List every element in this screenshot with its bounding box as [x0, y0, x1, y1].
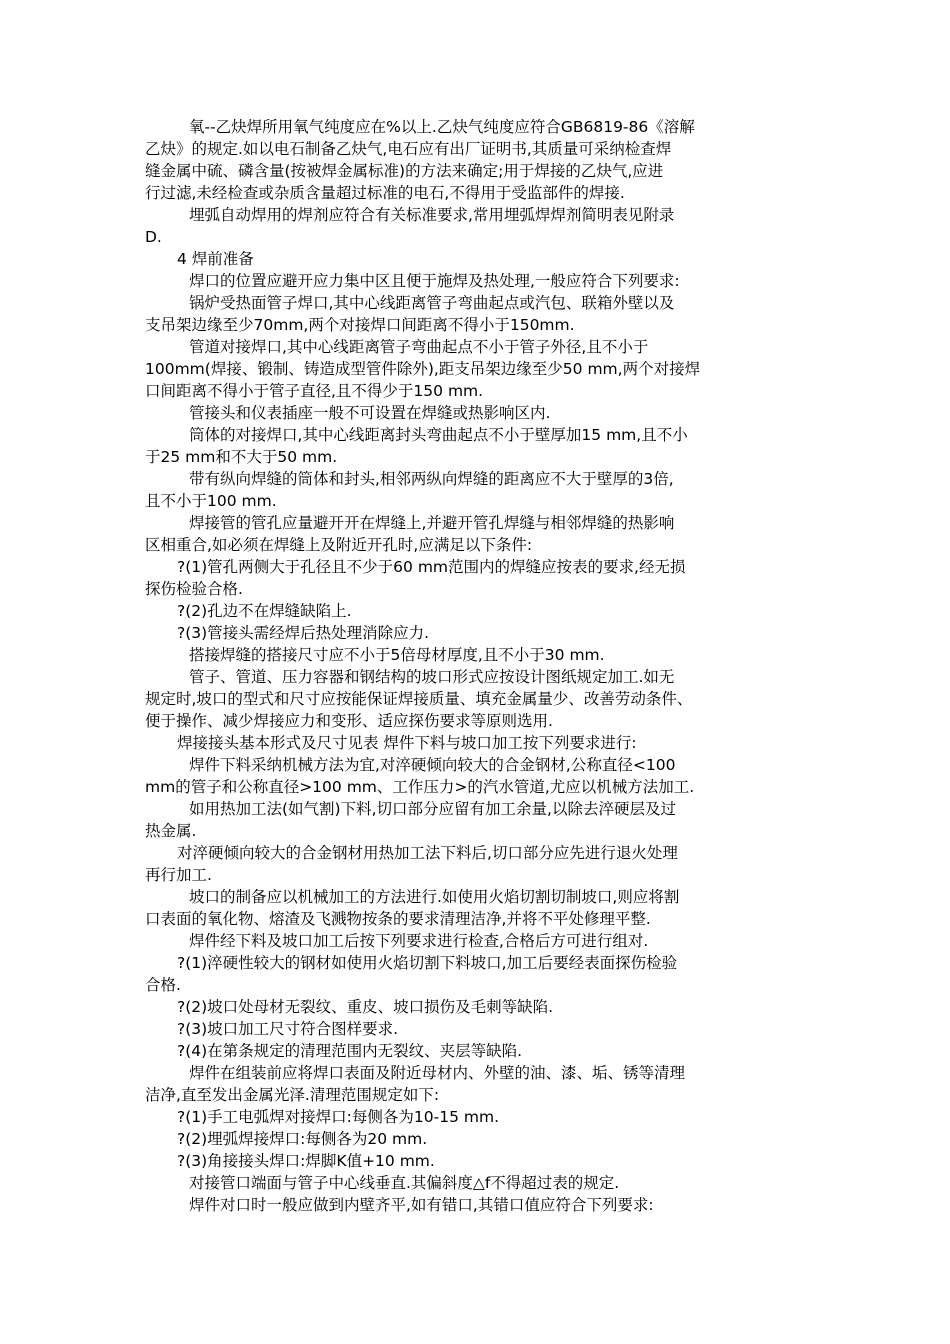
text-line: 规定时,坡口的型式和尺寸应按能保证焊接质量、填充金属量少、改善劳动条件、 — [145, 690, 693, 708]
text-line: 管子、管道、压力容器和钢结构的坡口形式应按设计图纸规定加工.如无 — [189, 668, 675, 686]
text-line: 埋弧自动焊用的焊剂应符合有关标准要求,常用埋弧焊焊剂简明表见附录 — [189, 206, 675, 224]
text-line: 焊件下料采纳机械方法为宜,对淬硬倾向较大的合金钢材,公称直径<100 — [189, 756, 676, 774]
text-line: 坡口的制备应以机械加工的方法进行.如使用火焰切割切制坡口,则应将割 — [189, 888, 680, 906]
text-line: ?(3)坡口加工尺寸符合图样要求. — [177, 1020, 399, 1038]
text-line: 支吊架边缘至少70mm,两个对接焊口间距离不得小于150mm. — [145, 316, 575, 334]
text-line: 焊接管的管孔应量避开开在焊缝上,并避开管孔焊缝与相邻焊缝的热影响 — [189, 514, 675, 532]
text-line: 再行加工. — [145, 866, 212, 884]
text-line: 乙炔》的规定.如以电石制备乙炔气,电石应有出厂证明书,其质量可采纳检查焊 — [145, 140, 672, 158]
text-line: 焊件在组装前应将焊口表面及附近母材内、外壁的油、漆、垢、锈等清理 — [189, 1064, 686, 1082]
text-line: ?(4)在第条规定的清理范围内无裂纹、夹层等缺陷. — [177, 1042, 523, 1060]
text-line: 100mm(焊接、锻制、铸造成型管件除外),距支吊架边缘至少50 mm,两个对接焊 — [145, 360, 701, 378]
text-line: ?(2)坡口处母材无裂纹、重皮、坡口损伤及毛刺等缺陷. — [177, 998, 554, 1016]
text-line: 且不小于100 mm. — [145, 492, 277, 510]
text-line: 合格. — [145, 976, 181, 994]
text-line: mm的管子和公称直径>100 mm、工作压力>的汽水管道,尤应以机械方法加工. — [145, 778, 695, 796]
text-line: 行过滤,未经检查或杂质含量超过标准的电石,不得用于受监部件的焊接. — [145, 184, 625, 202]
text-line: ?(3)管接头需经焊后热处理消除应力. — [177, 624, 430, 642]
text-line: ?(1)管孔两侧大于孔径且不少于60 mm范围内的焊缝应按表的要求,经无损 — [177, 558, 686, 576]
text-line: 4 焊前准备 — [177, 250, 254, 268]
text-line: 管道对接焊口,其中心线距离管子弯曲起点不小于管子外径,且不小于 — [189, 338, 649, 356]
text-line: 对接管口端面与管子中心线垂直.其偏斜度△f不得超过表的规定. — [189, 1174, 620, 1192]
text-line: 焊件经下料及坡口加工后按下列要求进行检查,合格后方可进行组对. — [189, 932, 649, 950]
text-line: 对淬硬倾向较大的合金钢材用热加工法下料后,切口部分应先进行退火处理 — [177, 844, 678, 862]
text-line: 焊件对口时一般应做到内壁齐平,如有错口,其错口值应符合下列要求: — [189, 1196, 654, 1214]
text-line: 管接头和仪表插座一般不可设置在焊缝或热影响区内. — [189, 404, 551, 422]
text-line: 区相重合,如必须在焊缝上及附近开孔时,应满足以下条件: — [145, 536, 533, 554]
text-line: ?(1)淬硬性较大的钢材如使用火焰切割下料坡口,加工后要经表面探伤检验 — [177, 954, 678, 972]
text-line: 带有纵向焊缝的筒体和封头,相邻两纵向焊缝的距离应不大于壁厚的3倍, — [189, 470, 674, 488]
text-line: 焊接接头基本形式及尺寸见表 焊件下料与坡口加工按下列要求进行: — [177, 734, 637, 752]
text-line: 焊口的位置应避开应力集中区且便于施焊及热处理,一般应符合下列要求: — [189, 272, 680, 290]
document-body — [145, 116, 810, 1216]
text-line: D. — [145, 228, 162, 246]
text-line: 于25 mm和不大于50 mm. — [145, 448, 338, 466]
text-line: ?(2)孔边不在焊缝缺陷上. — [177, 602, 352, 620]
text-line: 探伤检验合格. — [145, 580, 243, 598]
text-line: ?(1)手工电弧焊对接焊口:每侧各为10-15 mm. — [177, 1108, 499, 1126]
text-line: 搭接焊缝的搭接尺寸应不小于5倍母材厚度,且不小于30 mm. — [189, 646, 605, 664]
text-line: 口间距离不得小于管子直径,且不得少于150 mm. — [145, 382, 484, 400]
text-line: ?(2)埋弧焊接焊口:每侧各为20 mm. — [177, 1130, 428, 1148]
text-line: 如用热加工法(如气割)下料,切口部分应留有加工余量,以除去淬硬层及过 — [189, 800, 676, 818]
text-line: 缝金属中硫、磷含量(按被焊金属标准)的方法来确定;用于焊接的乙炔气,应进 — [145, 162, 664, 180]
text-line: 筒体的对接焊口,其中心线距离封头弯曲起点不小于壁厚加15 mm,且不小 — [189, 426, 688, 444]
text-line: 氧--乙炔焊所用氧气纯度应在%以上.乙炔气纯度应符合GB6819-86《溶解 — [189, 118, 695, 136]
text-line: 便于操作、减少焊接应力和变形、适应探伤要求等原则选用. — [145, 712, 553, 730]
text-line: 口表面的氧化物、熔渣及飞溅物按条的要求清理洁净,并将不平处修理平整. — [145, 910, 651, 928]
text-line: 洁净,直至发出金属光泽.清理范围规定如下: — [145, 1086, 440, 1104]
text-line: 热金属. — [145, 822, 197, 840]
text-line: ?(3)角接接头焊口:焊脚K值+10 mm. — [177, 1152, 435, 1170]
text-line: 锅炉受热面管子焊口,其中心线距离管子弯曲起点或汽包、联箱外壁以及 — [189, 294, 675, 312]
